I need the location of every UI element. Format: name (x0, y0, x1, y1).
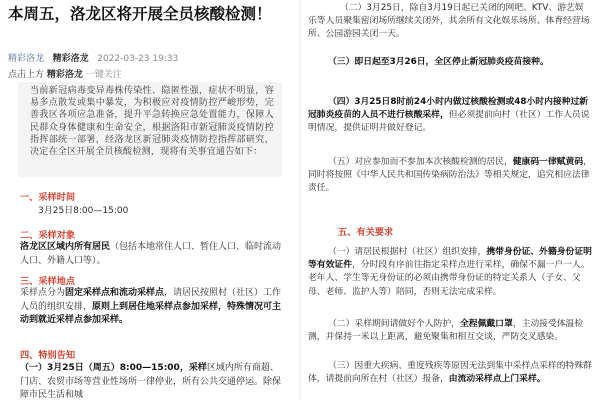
section-text-notice: （一）3月25日（周五）8:00—15:00，采样区域内所有商超、门店、农贸市场等营业性场所一律停业，所有公共交通停运。除保障市民生活和城 (20, 363, 282, 400)
follow-account[interactable]: 精彩洛龙 (46, 70, 83, 80)
notice-text: 当前新冠病毒变异毒株传染性、隐匿性强，症状不明显，容易多点散发或集中暴发，为积极应对疫情防控严峻形势，完善我区各项应急准备，提升平急转换应急处置能力，保障人民群众身体健康和生命安全，根据洛阳市新冠肺炎疫情防控指挥部统一部署，经洛龙区新冠肺炎疫情防控指挥部研究，决定在全区开展全员核酸检测，现将有关事宜通告如下： (30, 86, 274, 158)
section-heading-subjects: 二、采样对象 (20, 230, 76, 241)
article-meta (8, 51, 178, 64)
right-page (302, 0, 600, 400)
follow-prompt[interactable] (8, 67, 122, 80)
account-name[interactable]: 精彩洛龙 (52, 54, 89, 64)
follow-suffix: 一键关注 (85, 70, 122, 80)
section-text-location: 采样点分为固定采样点和流动采样点，请居民按照村（社区）工作人员的组织安排，原则上到居住地采样点参加采样，特殊情况可主动到就近采样点参加采样。 (20, 288, 282, 325)
article-title: 本周五，洛龙区将开展全员核酸检测！ (8, 5, 272, 23)
item-2: （二）3月25日，除自3月19日起已关闭的网吧、KTV、游艺娱乐等人员聚集密闭场所继续关闭外，其余所有文化娱乐场所、体育经营场所、公园游园关闭一天。 (308, 3, 590, 40)
account-link[interactable]: 精彩洛龙 (8, 54, 45, 64)
follow-prefix: 点击上方 (8, 70, 45, 80)
notice-box (18, 82, 282, 177)
section-heading-location: 三、采样地点 (20, 276, 76, 287)
page-divider (299, 0, 301, 400)
section-text-subjects: 洛龙区区域内所有居民（包括本地常住人口、暂住人口、临时流动人口、外籍人口等）。 (20, 242, 282, 266)
section-heading-time: 一、采样时间 (20, 192, 76, 203)
section-text-time: 3月25日8:00—15:00 (38, 206, 129, 216)
left-page (0, 0, 298, 400)
publish-time: 2022-03-23 19:33 (97, 54, 179, 64)
item-5: （五）对应参加而不参加本次核酸检测的居民，健康码一律赋黄码，同时将按照《中华人民共和国传染病防治法》等相关规定，追究相应法律责任。 (308, 157, 592, 194)
item-3: （三）即日起至3月26日，全区停止新冠肺炎疫苗接种。 (328, 57, 549, 67)
section-heading-requirements: 五、有关要求 (338, 227, 394, 238)
requirement-1: （一）请居民根据村（社区）组织安排，携带身份证、外籍身份证明等有效证件，分时段有序前往指定采样点进行采样，确保不漏一户一人。老年人、学生等无身份证的必须由携带身份证的特定关系人（子女、父母、老师、监护人等）陪同，否则无法完成采样。 (308, 247, 592, 297)
requirement-2: （二）采样期间请做好个人防护，全程佩戴口罩，主动接受体温检测，并保持一米以上距离，避免聚集和相互交谈，严防交叉感染。 (308, 319, 584, 343)
item-4: （四）3月25日8时前24小时内做过核酸检测或48小时内接种过新冠肺炎疫苗的人员不进行核酸采样，但必须提前向村（社区）工作人员说明情况，提供证明并做好登记。 (308, 97, 590, 134)
section-heading-notice: 四、特别告知 (20, 350, 76, 361)
requirement-3: （三）因重大疾病、重度残疾等原因无法到集中采样点采样的特殊群体，请提前向所在村（社区）报备，由流动采样点上门采样。 (308, 361, 592, 385)
